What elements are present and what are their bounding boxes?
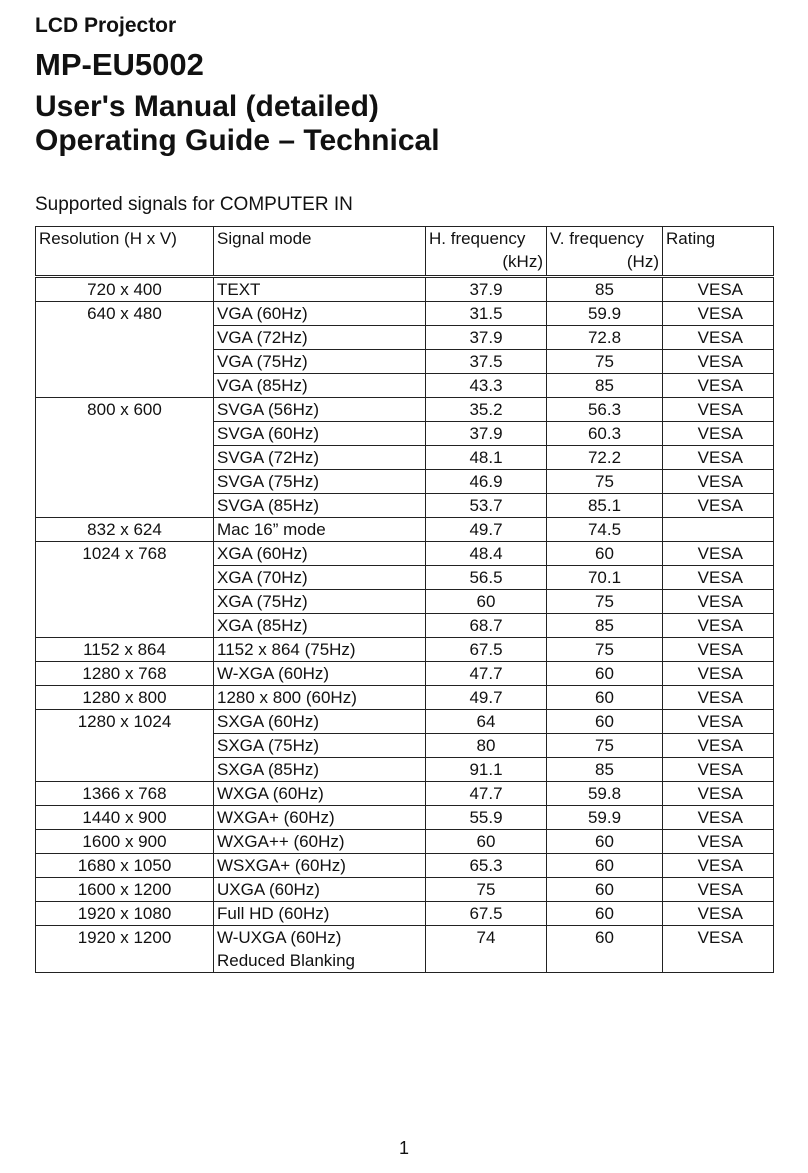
rating-cell: VESA: [663, 422, 774, 446]
resolution-cell: 1600 x 900: [36, 830, 214, 854]
signal-mode-cell: WSXGA+ (60Hz): [214, 854, 426, 878]
h-frequency-cell: 91.1: [426, 758, 547, 782]
signal-mode-line-1: W-UXGA (60Hz): [217, 928, 342, 947]
v-frequency-cell: 74.5: [547, 518, 663, 542]
header-v-frequency-unit: (Hz): [626, 252, 659, 271]
table-row: [36, 782, 774, 806]
v-frequency-cell: 60: [547, 926, 663, 973]
rating-cell: VESA: [663, 277, 774, 302]
table-row: [36, 686, 774, 710]
header-rating: Rating: [663, 227, 774, 277]
table-row: [36, 710, 774, 734]
rating-cell: VESA: [663, 638, 774, 662]
signal-mode-cell: SVGA (85Hz): [214, 494, 426, 518]
v-frequency-cell: 75: [547, 470, 663, 494]
model-heading: MP-EU5002: [35, 47, 204, 82]
h-frequency-cell: 31.5: [426, 302, 547, 326]
signal-mode-cell: VGA (85Hz): [214, 374, 426, 398]
rating-cell: VESA: [663, 662, 774, 686]
v-frequency-cell: 85: [547, 277, 663, 302]
rating-cell: VESA: [663, 446, 774, 470]
h-frequency-cell: 49.7: [426, 686, 547, 710]
v-frequency-cell: 60.3: [547, 422, 663, 446]
h-frequency-cell: 48.1: [426, 446, 547, 470]
signal-mode-cell: SVGA (60Hz): [214, 422, 426, 446]
signal-mode-cell: VGA (72Hz): [214, 326, 426, 350]
h-frequency-cell: 64: [426, 710, 547, 734]
table-body: [36, 277, 774, 973]
h-frequency-cell: 47.7: [426, 782, 547, 806]
rating-cell: VESA: [663, 686, 774, 710]
rating-cell: VESA: [663, 710, 774, 734]
v-frequency-cell: 59.9: [547, 806, 663, 830]
signal-mode-cell: SVGA (56Hz): [214, 398, 426, 422]
table-row: [36, 518, 774, 542]
manual-title: [35, 90, 440, 158]
h-frequency-cell: 55.9: [426, 806, 547, 830]
signal-mode-cell: Mac 16” mode: [214, 518, 426, 542]
resolution-cell: 800 x 600: [36, 398, 214, 518]
signal-mode-cell: UXGA (60Hz): [214, 878, 426, 902]
signal-mode-cell: W-XGA (60Hz): [214, 662, 426, 686]
resolution-cell: 1366 x 768: [36, 782, 214, 806]
h-frequency-cell: 49.7: [426, 518, 547, 542]
header-resolution: Resolution (H x V): [36, 227, 214, 277]
rating-cell: VESA: [663, 782, 774, 806]
signal-mode-cell: XGA (85Hz): [214, 614, 426, 638]
manual-title-line-2: Operating Guide – Technical: [35, 124, 440, 157]
v-frequency-cell: 59.9: [547, 302, 663, 326]
v-frequency-cell: 60: [547, 542, 663, 566]
table-row: [36, 398, 774, 422]
v-frequency-cell: 59.8: [547, 782, 663, 806]
resolution-cell: 1024 x 768: [36, 542, 214, 638]
rating-cell: VESA: [663, 374, 774, 398]
v-frequency-cell: 85: [547, 374, 663, 398]
h-frequency-cell: 43.3: [426, 374, 547, 398]
resolution-cell: 1280 x 800: [36, 686, 214, 710]
h-frequency-cell: 74: [426, 926, 547, 973]
section-title: Supported signals for COMPUTER IN: [35, 194, 353, 215]
resolution-cell: 1920 x 1200: [36, 926, 214, 973]
rating-cell: VESA: [663, 614, 774, 638]
h-frequency-cell: 67.5: [426, 902, 547, 926]
h-frequency-cell: 65.3: [426, 854, 547, 878]
rating-cell: VESA: [663, 398, 774, 422]
v-frequency-cell: 60: [547, 830, 663, 854]
rating-cell: VESA: [663, 926, 774, 973]
h-frequency-cell: 67.5: [426, 638, 547, 662]
signal-mode-line-2: Reduced Blanking: [217, 951, 355, 970]
v-frequency-cell: 60: [547, 662, 663, 686]
header-h-frequency-label: H. frequency: [429, 229, 526, 248]
resolution-cell: 1600 x 1200: [36, 878, 214, 902]
table-row: [36, 662, 774, 686]
table-row: [36, 277, 774, 302]
h-frequency-cell: 35.2: [426, 398, 547, 422]
h-frequency-cell: 47.7: [426, 662, 547, 686]
rating-cell: VESA: [663, 470, 774, 494]
h-frequency-cell: 75: [426, 878, 547, 902]
resolution-cell: 832 x 624: [36, 518, 214, 542]
resolution-cell: 640 x 480: [36, 302, 214, 398]
rating-cell: VESA: [663, 590, 774, 614]
table-row: [36, 638, 774, 662]
signal-mode-cell: WXGA++ (60Hz): [214, 830, 426, 854]
table-row: [36, 878, 774, 902]
v-frequency-cell: 70.1: [547, 566, 663, 590]
v-frequency-cell: 85.1: [547, 494, 663, 518]
supported-signals-table: [35, 226, 774, 973]
rating-cell: VESA: [663, 494, 774, 518]
table-row: [36, 830, 774, 854]
signal-mode-cell: [214, 926, 426, 973]
rating-cell: VESA: [663, 902, 774, 926]
signal-mode-cell: SVGA (72Hz): [214, 446, 426, 470]
table-row: [36, 902, 774, 926]
rating-cell: VESA: [663, 734, 774, 758]
h-frequency-cell: 37.9: [426, 277, 547, 302]
rating-cell: VESA: [663, 830, 774, 854]
signal-mode-cell: XGA (60Hz): [214, 542, 426, 566]
signal-mode-cell: WXGA+ (60Hz): [214, 806, 426, 830]
signal-mode-cell: XGA (75Hz): [214, 590, 426, 614]
v-frequency-cell: 72.8: [547, 326, 663, 350]
rating-cell: [663, 518, 774, 542]
product-type-heading: LCD Projector: [35, 14, 177, 37]
h-frequency-cell: 60: [426, 590, 547, 614]
rating-cell: VESA: [663, 542, 774, 566]
signal-mode-cell: SVGA (75Hz): [214, 470, 426, 494]
rating-cell: VESA: [663, 854, 774, 878]
signal-mode-cell: WXGA (60Hz): [214, 782, 426, 806]
v-frequency-cell: 56.3: [547, 398, 663, 422]
v-frequency-cell: 60: [547, 902, 663, 926]
h-frequency-cell: 56.5: [426, 566, 547, 590]
signal-mode-cell: Full HD (60Hz): [214, 902, 426, 926]
signal-mode-cell: XGA (70Hz): [214, 566, 426, 590]
page-number: 1: [398, 1138, 409, 1158]
v-frequency-cell: 72.2: [547, 446, 663, 470]
rating-cell: VESA: [663, 350, 774, 374]
v-frequency-cell: 60: [547, 710, 663, 734]
table-row: [36, 302, 774, 326]
rating-cell: VESA: [663, 302, 774, 326]
resolution-cell: 1280 x 768: [36, 662, 214, 686]
v-frequency-cell: 75: [547, 590, 663, 614]
table-row: [36, 926, 774, 973]
signal-mode-cell: 1280 x 800 (60Hz): [214, 686, 426, 710]
table-header-row: [36, 227, 774, 277]
rating-cell: VESA: [663, 326, 774, 350]
header-v-frequency-label: V. frequency: [550, 229, 644, 248]
header-h-frequency: [426, 227, 547, 277]
table-row: [36, 806, 774, 830]
v-frequency-cell: 75: [547, 350, 663, 374]
h-frequency-cell: 46.9: [426, 470, 547, 494]
resolution-cell: 1152 x 864: [36, 638, 214, 662]
h-frequency-cell: 80: [426, 734, 547, 758]
rating-cell: VESA: [663, 806, 774, 830]
signal-mode-cell: VGA (75Hz): [214, 350, 426, 374]
rating-cell: VESA: [663, 758, 774, 782]
signal-mode-cell: TEXT: [214, 277, 426, 302]
v-frequency-cell: 60: [547, 686, 663, 710]
signal-mode-cell: SXGA (75Hz): [214, 734, 426, 758]
v-frequency-cell: 75: [547, 734, 663, 758]
table-row: [36, 854, 774, 878]
h-frequency-cell: 48.4: [426, 542, 547, 566]
h-frequency-cell: 37.5: [426, 350, 547, 374]
manual-title-line-1: User's Manual (detailed): [35, 90, 379, 123]
v-frequency-cell: 85: [547, 758, 663, 782]
signal-mode-cell: VGA (60Hz): [214, 302, 426, 326]
signal-mode-cell: 1152 x 864 (75Hz): [214, 638, 426, 662]
rating-cell: VESA: [663, 878, 774, 902]
v-frequency-cell: 85: [547, 614, 663, 638]
signal-mode-cell: SXGA (60Hz): [214, 710, 426, 734]
h-frequency-cell: 60: [426, 830, 547, 854]
h-frequency-cell: 68.7: [426, 614, 547, 638]
rating-cell: VESA: [663, 566, 774, 590]
resolution-cell: 1680 x 1050: [36, 854, 214, 878]
h-frequency-cell: 37.9: [426, 422, 547, 446]
v-frequency-cell: 75: [547, 638, 663, 662]
h-frequency-cell: 37.9: [426, 326, 547, 350]
signal-mode-cell: SXGA (85Hz): [214, 758, 426, 782]
v-frequency-cell: 60: [547, 854, 663, 878]
resolution-cell: 1920 x 1080: [36, 902, 214, 926]
resolution-cell: 1280 x 1024: [36, 710, 214, 782]
table-row: [36, 542, 774, 566]
resolution-cell: 1440 x 900: [36, 806, 214, 830]
h-frequency-cell: 53.7: [426, 494, 547, 518]
v-frequency-cell: 60: [547, 878, 663, 902]
header-v-frequency: [547, 227, 663, 277]
header-h-frequency-unit: (kHz): [502, 252, 543, 271]
header-signal-mode: Signal mode: [214, 227, 426, 277]
resolution-cell: 720 x 400: [36, 277, 214, 302]
